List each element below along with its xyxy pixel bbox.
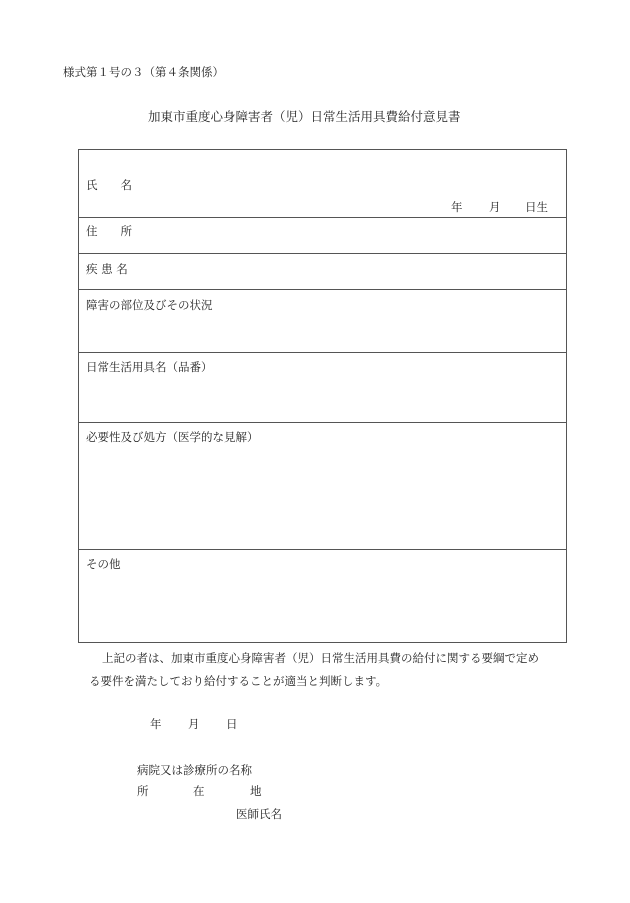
birth-month: 月	[489, 200, 501, 214]
date-day: 日	[226, 717, 238, 731]
hospital-name-label: 病院又は診療所の名称	[137, 763, 252, 777]
disability-row	[79, 290, 566, 353]
doctor-name-label: 医師氏名	[236, 807, 282, 821]
name-row	[79, 150, 566, 218]
document-title: 加東市重度心身障害者（児）日常生活用具費給付意見書	[148, 109, 461, 124]
equipment-row	[79, 353, 566, 423]
statement-line-1: 上記の者は、加東市重度心身障害者（児）日常生活用具費の給付に関する要綱で定め	[102, 651, 539, 665]
opinion-form-table	[78, 149, 567, 643]
address-label: 住 所	[86, 224, 132, 238]
statement-line-2: る要件を満たしており給付することが適当と判断します。	[89, 674, 388, 688]
address-row	[79, 218, 566, 254]
date-month: 月	[188, 717, 200, 731]
location-label-3: 地	[250, 784, 262, 798]
location-label-1: 所	[137, 784, 149, 798]
equipment-label: 日常生活用具名（品番）	[86, 360, 213, 374]
form-number: 様式第１号の３（第４条関係）	[63, 65, 224, 79]
disease-label: 疾 患 名	[86, 262, 128, 276]
other-row	[79, 550, 566, 642]
name-label: 氏 名	[86, 178, 132, 192]
disability-label: 障害の部位及びその状況	[86, 298, 213, 312]
necessity-label: 必要性及び処方（医学的な見解）	[86, 430, 259, 444]
disease-row	[79, 254, 566, 290]
date-year: 年	[150, 717, 162, 731]
necessity-row	[79, 423, 566, 550]
birth-year: 年	[451, 200, 463, 214]
birth-day: 日生	[525, 200, 548, 214]
location-label-2: 在	[193, 784, 205, 798]
other-label: その他	[86, 557, 121, 571]
